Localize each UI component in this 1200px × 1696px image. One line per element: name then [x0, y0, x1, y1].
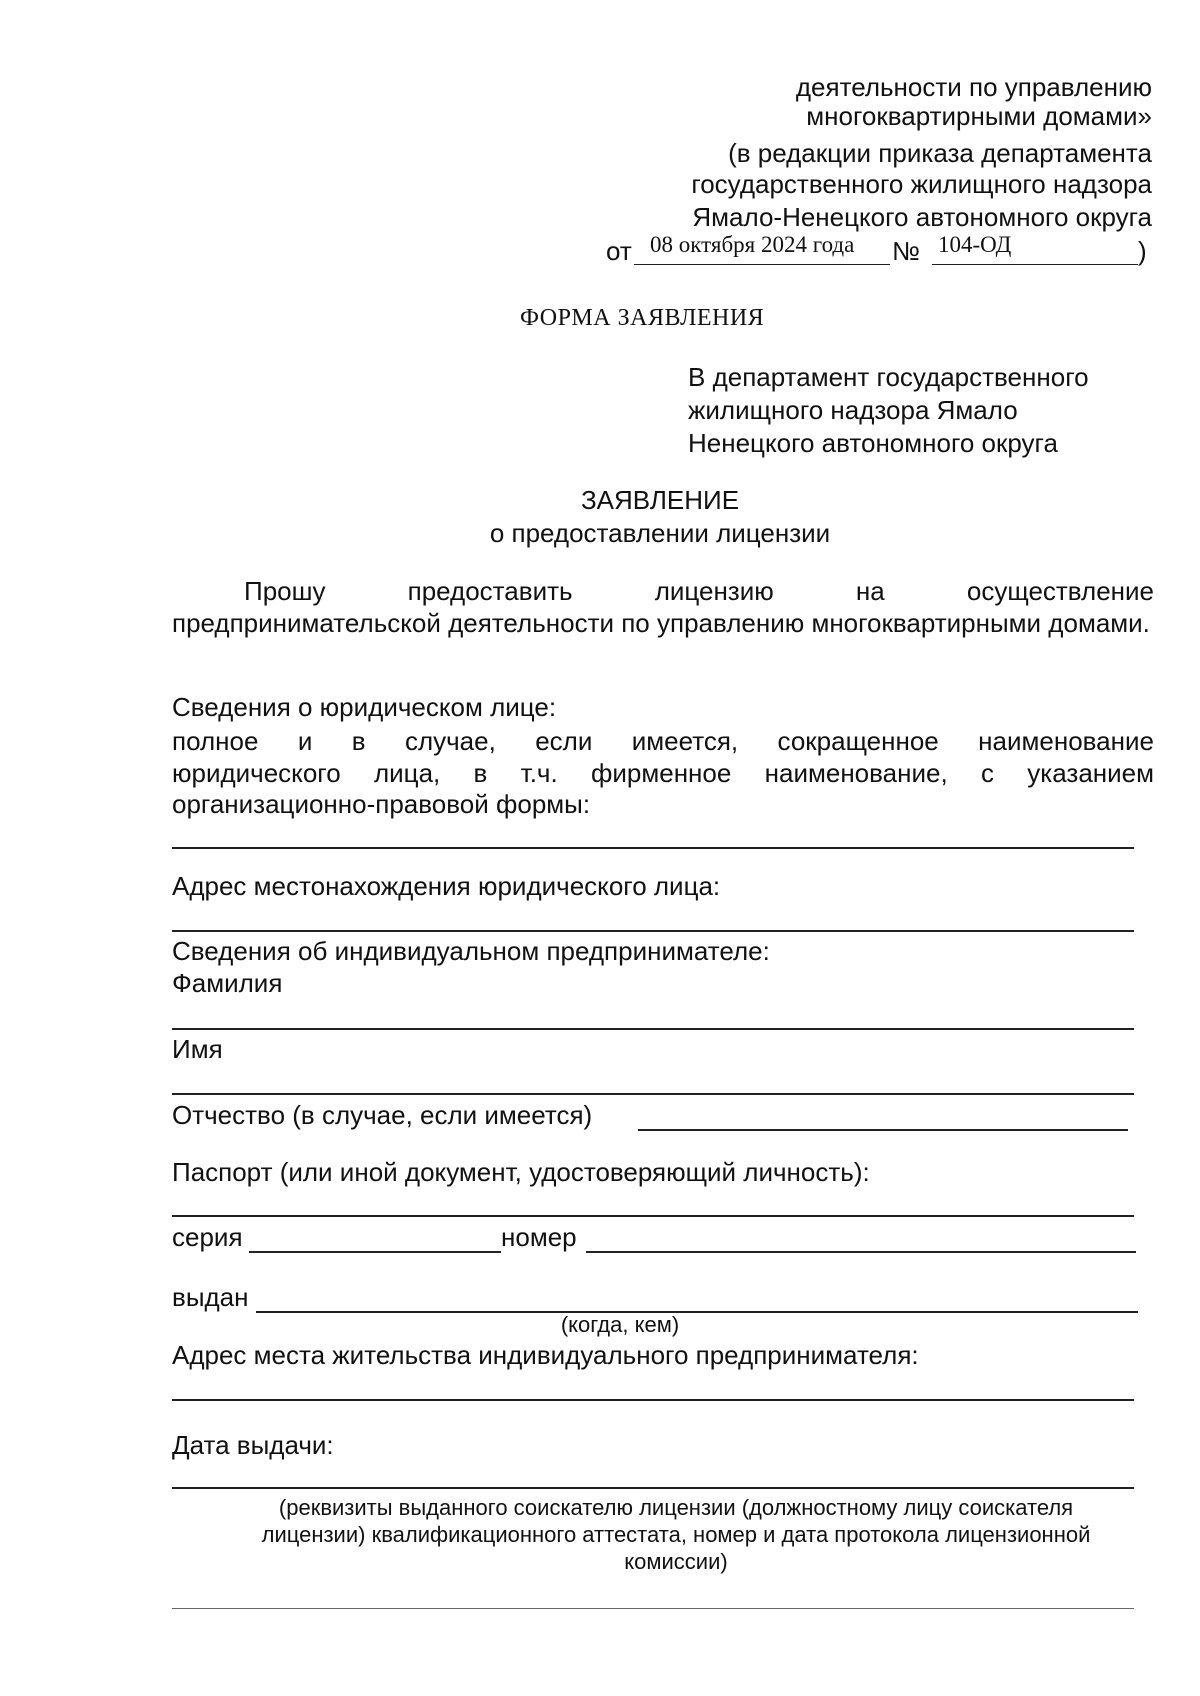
residence-label: Адрес места жительства индивидуального предпринимателя:: [172, 1340, 919, 1370]
header-line-2: многоквартирными домами»: [806, 101, 1152, 131]
certificate-hint-line-1: (реквизиты выданного соискателю лицензии (должностному лицу соискателя: [278, 1495, 1074, 1520]
order-closing-paren: ): [1138, 236, 1147, 266]
legal-entity-text-2: юридического лица, в т.ч. фирменное наименование, с указанием: [172, 758, 1154, 788]
order-date-underline: [634, 264, 890, 265]
addressee-line-2: жилищного надзора Ямало: [688, 395, 1018, 425]
certificate-hint-line-2: лицензии) квалификационного аттестата, номер и дата протокола лицензионной: [261, 1522, 1091, 1547]
residence-field[interactable]: [172, 1399, 1134, 1401]
surname-field[interactable]: [172, 1028, 1134, 1030]
entrepreneur-heading: Сведения об индивидуальном предпринимателе:: [172, 936, 770, 966]
legal-address-label: Адрес местонахождения юридического лица:: [172, 871, 721, 901]
legal-entity-text-1: полное и в случае, если имеется, сокращенное наименование: [172, 726, 1154, 756]
issued-label: выдан: [172, 1282, 249, 1312]
document-title: ЗАЯВЛЕНИЕ: [580, 485, 740, 515]
certificate-field[interactable]: [172, 1608, 1134, 1609]
document-subtitle: о предоставлении лицензии: [489, 518, 831, 548]
order-number-underline: [932, 264, 1138, 265]
series-field[interactable]: [249, 1251, 501, 1253]
header-line-1: деятельности по управлению: [795, 72, 1152, 102]
addressee-line-1: В департамент государственного: [688, 362, 1089, 392]
patronymic-label: Отчество (в случае, если имеется): [172, 1100, 593, 1130]
legal-entity-name-field[interactable]: [172, 847, 1134, 849]
passport-field[interactable]: [172, 1215, 1134, 1217]
series-label: серия: [172, 1222, 243, 1252]
order-number-sign: №: [892, 236, 920, 266]
patronymic-field[interactable]: [638, 1129, 1128, 1131]
legal-entity-heading: Сведения о юридическом лице:: [172, 692, 557, 722]
order-date: 08 октября 2024 года: [650, 232, 855, 257]
issue-date-label: Дата выдачи:: [172, 1430, 334, 1460]
legal-address-field[interactable]: [172, 930, 1134, 932]
issue-date-field[interactable]: [172, 1487, 1134, 1489]
form-title: ФОРМА ЗАЯВЛЕНИЯ: [520, 305, 765, 331]
surname-label: Фамилия: [172, 968, 283, 998]
number-label: номер: [501, 1222, 577, 1252]
order-from-prefix: от: [606, 236, 632, 266]
request-line-1: Прошу предоставить лицензию на осуществление: [244, 576, 1154, 606]
header-line-3: (в редакции приказа департамента: [728, 138, 1152, 168]
order-number: 104-ОД: [938, 232, 1012, 257]
passport-label: Паспорт (или иной документ, удостоверяющий личность):: [172, 1157, 870, 1187]
header-line-4: государственного жилищного надзора: [691, 169, 1152, 199]
certificate-hint-line-3: комиссии): [624, 1549, 728, 1574]
number-field[interactable]: [586, 1251, 1136, 1253]
legal-entity-text-3: организационно-правовой формы:: [172, 789, 591, 819]
name-label: Имя: [172, 1034, 223, 1064]
issued-hint: (когда, кем): [560, 1312, 680, 1337]
request-text: предпринимательской деятельности по управлению многоквартирными домами.: [172, 608, 1150, 638]
header-line-5: Ямало-Ненецкого автономного округа: [692, 202, 1152, 232]
name-field[interactable]: [172, 1093, 1134, 1095]
addressee-line-3: Ненецкого автономного округа: [688, 428, 1058, 458]
